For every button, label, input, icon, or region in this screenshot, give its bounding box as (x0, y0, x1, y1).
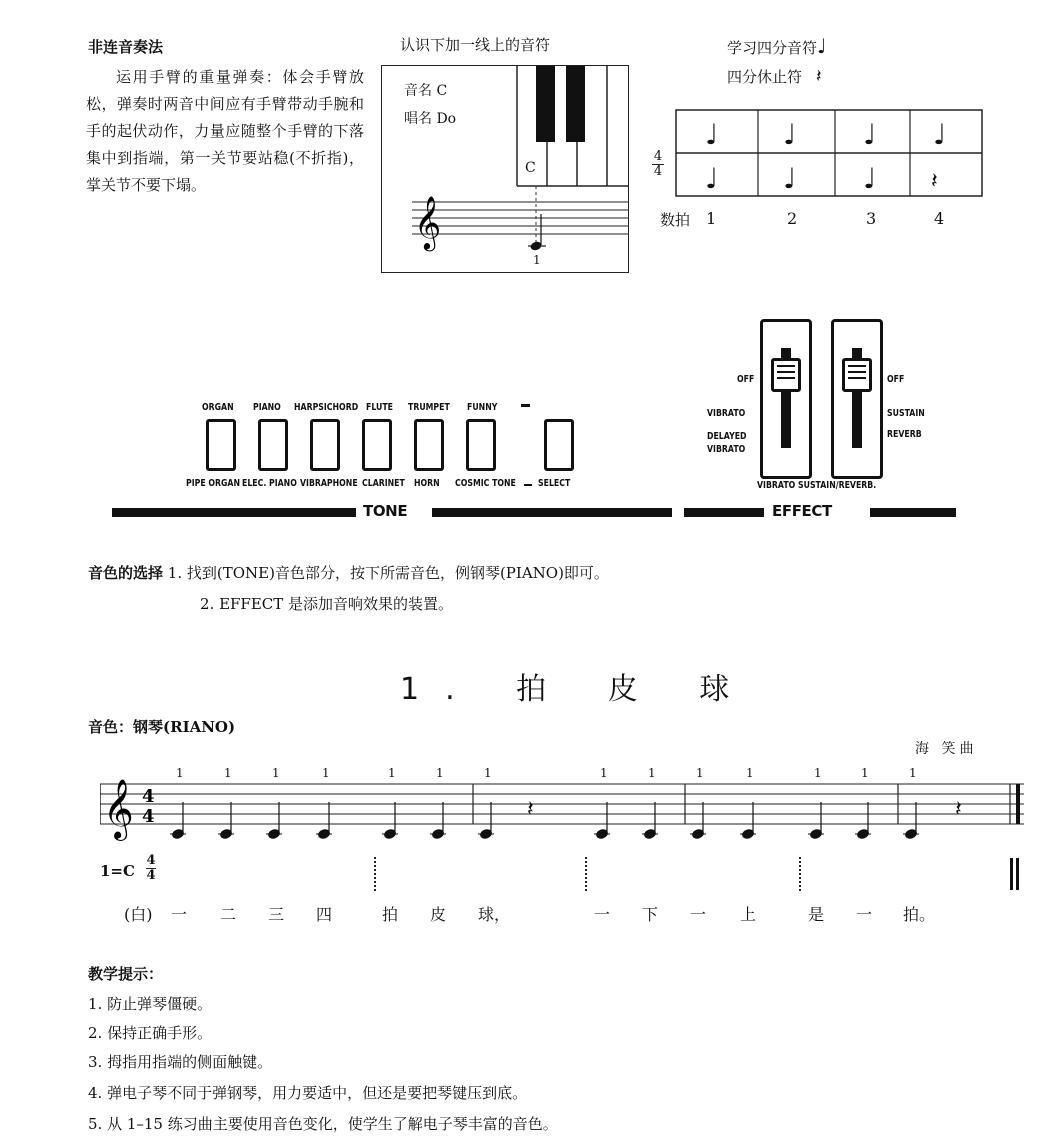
quarter-note-icon: ♩ (817, 34, 827, 58)
tone-button-flute[interactable] (362, 419, 392, 471)
tone-button-trumpet[interactable] (414, 419, 444, 471)
lyric-2: 二 (220, 905, 237, 924)
svg-text:♩: ♩ (783, 118, 797, 151)
composer: 海 笑曲 (915, 741, 978, 757)
svg-text:𝄞: 𝄞 (103, 779, 134, 839)
effect-right-reverb: REVERB (887, 429, 922, 440)
intro-title: 非连音奏法 (88, 38, 164, 56)
effect-left-delayed-vibrato: VIBRATO (707, 444, 746, 455)
svg-text:♩: ♩ (783, 162, 797, 195)
fingering-5: 1 (388, 766, 396, 780)
svg-text:𝄞: 𝄞 (414, 195, 442, 249)
svg-text:♩: ♩ (933, 118, 947, 151)
lyric-14: 拍。 (903, 905, 936, 924)
finger-number: 1 (533, 253, 541, 267)
tone-button-organ[interactable] (206, 419, 236, 471)
tip-3: 3. 拇指用指端的侧面触键。 (88, 1053, 273, 1071)
svg-text:4: 4 (142, 806, 155, 827)
tone-description-line2: 2. EFFECT 是添加音响效果的装置。 (200, 595, 454, 613)
lyric-7: 球， (478, 905, 511, 924)
effect-bar-left (684, 508, 764, 517)
fingering-7: 1 (484, 766, 492, 780)
count-4: 4 (934, 209, 945, 228)
sing-name-label: 唱名 Do (404, 111, 457, 127)
tone-button-funny[interactable] (466, 419, 496, 471)
lyrics-prefix: (白) (124, 905, 153, 924)
fingering-10: 1 (696, 766, 704, 780)
lyric-barline-1 (374, 857, 378, 891)
select-up-icon (521, 404, 530, 407)
quarter-note-title (727, 34, 826, 58)
tone-bar-right (432, 508, 672, 517)
tone-label-clarinet: CLARINET (362, 478, 405, 489)
tone-label-harpsichord: HARPSICHORD (294, 402, 359, 413)
tone-button-harpsichord[interactable] (310, 419, 340, 471)
note-name-label: 音名 C (404, 83, 448, 99)
lyric-11: 上 (740, 905, 757, 924)
effect-right-sustain: SUSTAIN (887, 408, 925, 419)
quarter-rest-title (727, 66, 822, 87)
keyboard-figure (381, 65, 629, 273)
count-2: 2 (787, 209, 798, 228)
effect-bar-right (870, 508, 956, 517)
lyric-6: 皮 (430, 905, 447, 924)
song-key: 1=C (100, 862, 135, 880)
svg-text:𝄽: 𝄽 (931, 169, 938, 194)
fingering-2: 1 (224, 766, 232, 780)
effect-bar-label: EFFECT (772, 502, 832, 520)
song-title: 1. 拍 皮 球 (400, 672, 756, 707)
note (170, 802, 186, 840)
lyric-13: 一 (856, 905, 873, 924)
tone-label-flute: FLUTE (366, 402, 394, 413)
quarter-time-top: 4 (653, 149, 663, 164)
quarter-rest-title-text: 四分休止符 (727, 68, 803, 86)
tone-description-line1 (88, 562, 609, 583)
svg-text:♩: ♩ (705, 162, 719, 195)
keyboard-drawing (382, 66, 628, 272)
lyric-1: 一 (171, 905, 188, 924)
intro-body: 运用手臂的重量弹奏：体会手臂放松，弹奏时两音中间应有手臂带动手腕和手的起伏动作，力量应随整个手臂的下落集中到指端，第一关节要站稳(不折指)，掌关节不要下塌。 (86, 68, 364, 194)
quarter-rest-icon: 𝄽 (816, 66, 822, 87)
effect-left-off: OFF (737, 374, 755, 385)
fingering-4: 1 (322, 766, 330, 780)
quarter-note-title-text: 学习四分音符 (727, 39, 818, 57)
sustain-switch[interactable] (831, 319, 883, 479)
tip-5: 5. 从 1–15 练习曲主要使用音色变化，使学生了解电子琴丰富的音色。 (88, 1115, 558, 1133)
tone-bar-left (112, 508, 356, 517)
count-label: 数拍 (660, 211, 691, 229)
quarter-time-bottom: 4 (653, 164, 663, 179)
svg-text:4: 4 (142, 786, 155, 807)
select-button[interactable] (544, 419, 574, 471)
sustain-switch-knob[interactable] (842, 358, 872, 392)
song-time-bottom: 4 (146, 868, 156, 883)
vibrato-switch-knob[interactable] (771, 358, 801, 392)
keyboard-heading: 认识下加一线上的音符 (400, 36, 551, 54)
tone-label-funny: FUNNY (467, 402, 498, 413)
lyric-8: 一 (594, 905, 611, 924)
fingering-12: 1 (814, 766, 822, 780)
tip-2: 2. 保持正确手形。 (88, 1024, 213, 1042)
song-time-signature (146, 854, 156, 883)
tone-label-elec-piano: ELEC. PIANO (242, 478, 297, 489)
effect-left-vibrato: VIBRATO (707, 408, 746, 419)
effect-switch-caption: VIBRATO SUSTAIN/REVERB. (757, 480, 877, 491)
tone-label-vibraphone: VIBRAPHONE (300, 478, 358, 489)
tone-description-text1: 1. 找到(TONE)音色部分，按下所需音色，例钢琴(PIANO)即可。 (167, 564, 609, 582)
count-1: 1 (706, 209, 717, 228)
fingering-1: 1 (176, 766, 184, 780)
fingering-14: 1 (909, 766, 917, 780)
tone-label-horn: HORN (414, 478, 440, 489)
tone-button-piano[interactable] (258, 419, 288, 471)
fingering-9: 1 (648, 766, 656, 780)
select-down-icon (524, 484, 532, 486)
quarter-note-grid (645, 108, 985, 200)
svg-text:𝄽: 𝄽 (527, 797, 534, 822)
lyric-12: 是 (808, 905, 825, 924)
lyric-10: 一 (690, 905, 707, 924)
effect-left-delayed: DELAYED (707, 431, 747, 442)
svg-text:♩: ♩ (863, 162, 877, 195)
tone-label-piano: PIANO (253, 402, 281, 413)
song-staff (100, 764, 1025, 844)
fingering-11: 1 (746, 766, 754, 780)
lyric-barline-2 (585, 857, 589, 891)
song-time-top: 4 (146, 853, 156, 868)
fingering-3: 1 (272, 766, 280, 780)
select-label: SELECT (538, 478, 571, 489)
tone-description-label: 音色的选择 (88, 564, 164, 582)
fingering-13: 1 (861, 766, 869, 780)
lyric-barline-3 (799, 857, 803, 891)
effect-right-off: OFF (887, 374, 905, 385)
vibrato-switch[interactable] (760, 319, 812, 479)
quarter-time-signature (652, 150, 664, 179)
tone-label-organ: ORGAN (202, 402, 234, 413)
tone-bar-label: TONE (363, 502, 408, 520)
tone-label-pipe-organ: PIPE ORGAN (186, 478, 240, 489)
count-3: 3 (866, 209, 877, 228)
svg-text:𝄽: 𝄽 (955, 797, 962, 822)
lyric-5: 拍 (382, 905, 399, 924)
song-tone: 音色：钢琴(RIANO) (88, 718, 236, 736)
svg-text:♩: ♩ (705, 118, 719, 151)
tip-4: 4. 弹电子琴不同于弹钢琴，用力要适中，但还是要把琴键压到底。 (88, 1084, 528, 1102)
tone-label-trumpet: TRUMPET (408, 402, 450, 413)
lyric-9: 下 (642, 905, 659, 924)
key-c-label: C (525, 160, 536, 176)
lyric-4: 四 (316, 905, 333, 924)
svg-text:♩: ♩ (863, 118, 877, 151)
tips-title: 教学提示： (88, 965, 164, 983)
lyric-3: 三 (268, 905, 285, 924)
tip-1: 1. 防止弹琴僵硬。 (88, 995, 213, 1013)
fingering-6: 1 (436, 766, 444, 780)
tone-label-cosmic-tone: COSMIC TONE (455, 478, 516, 489)
fingering-8: 1 (600, 766, 608, 780)
lyric-end-bar-2 (1016, 858, 1022, 890)
